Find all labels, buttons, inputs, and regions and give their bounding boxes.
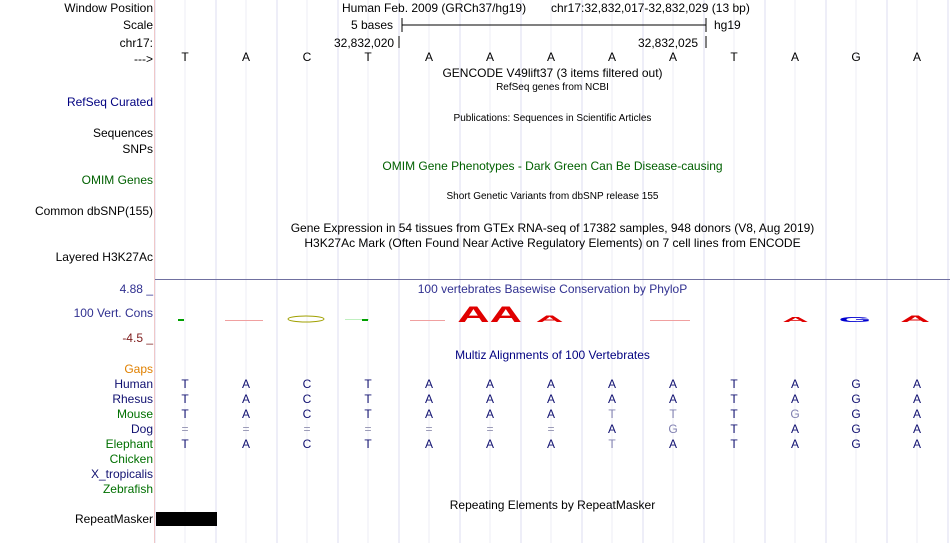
conservation-logo [0, 295, 950, 330]
alignment-base: A [485, 392, 494, 406]
cons-letter-a-large: AA [457, 301, 522, 328]
alignment-base: A [790, 377, 799, 391]
alignment-base: T [730, 377, 738, 391]
reference-base: A [607, 50, 616, 64]
alignment-base: A [546, 392, 555, 406]
alignment-base: G [851, 422, 861, 436]
alignment-label-human[interactable]: Human [114, 377, 153, 391]
omim-track-title: OMIM Gene Phenotypes - Dark Green Can Be Disease-causing [382, 159, 723, 173]
alignment-label-rhesus[interactable]: Rhesus [112, 392, 153, 406]
alignment-base: A [424, 437, 433, 451]
coord-right: 32,832,025 [638, 36, 699, 50]
reference-base: A [241, 50, 250, 64]
alignment-base: C [302, 377, 312, 391]
alignment-base: A [485, 407, 494, 421]
conservation-top-line [155, 279, 950, 280]
gencode-track-title[interactable]: GENCODE V49lift37 (3 items filtered out) [442, 66, 663, 80]
alignment-base: A [485, 377, 494, 391]
reference-base: T [364, 50, 372, 64]
alignment-base: A [912, 377, 921, 391]
alignment-base: C [302, 437, 312, 451]
cons-mark-3 [288, 316, 324, 322]
alignment-base: T [730, 407, 738, 421]
alignment-base: A [607, 422, 616, 436]
chrom-label: chr17: [119, 36, 153, 50]
alignment-base: G [851, 392, 861, 406]
alignment-base: G [790, 407, 800, 421]
alignment-base: A [912, 437, 921, 451]
alignment-base: = [425, 422, 433, 436]
alignment-label-elephant[interactable]: Elephant [105, 437, 153, 451]
alignment-base: A [485, 437, 494, 451]
dbsnp-track-title: Short Genetic Variants from dbSNP release 155 [446, 191, 659, 202]
cons-letter-a-3: A [782, 315, 809, 324]
repeatmasker-track-title: Repeating Elements by RepeatMasker [449, 498, 656, 512]
alignment-label-chicken[interactable]: Chicken [109, 452, 153, 466]
cons-letter-a-4: A [900, 313, 931, 325]
alignment-base: = [364, 422, 372, 436]
alignment-base: G [851, 377, 861, 391]
reference-base: T [181, 50, 189, 64]
alignment-base: A [790, 422, 799, 436]
alignment-base: C [302, 392, 312, 406]
alignment-base: A [668, 377, 677, 391]
alignment-base: A [424, 392, 433, 406]
alignment-base: G [668, 422, 678, 436]
alignment-base: T [364, 407, 372, 421]
publications-title: Publications: Sequences in Scientific Articles [453, 113, 652, 124]
alignment-base: A [912, 407, 921, 421]
multiz-track-title: Multiz Alignments of 100 Vertebrates [455, 348, 650, 362]
reference-base: A [790, 50, 799, 64]
reference-base: A [668, 50, 677, 64]
strand-label[interactable]: ---> [134, 52, 153, 66]
h3k27ac-track-title: H3K27Ac Mark (Often Found Near Active Regulatory Elements) on 7 cell lines from ENCODE [304, 236, 801, 250]
alignment-base: A [607, 377, 616, 391]
alignment-label-x_tropicalis[interactable]: X_tropicalis [90, 467, 153, 481]
omim-label[interactable]: OMIM Genes [81, 173, 153, 187]
reference-base: A [912, 50, 921, 64]
conservation-label[interactable]: 100 Vert. Cons [73, 306, 153, 320]
scale-label: Scale [122, 18, 153, 32]
reference-base: G [851, 50, 861, 64]
db-text: hg19 [714, 18, 741, 32]
position-text: chr17:32,832,017-32,832,029 (13 bp) [551, 1, 750, 15]
alignment-base: T [669, 407, 677, 421]
alignment-label-zebrafish[interactable]: Zebrafish [102, 482, 153, 496]
alignment-base: = [303, 422, 311, 436]
alignment-base: A [546, 377, 555, 391]
alignment-base: T [364, 377, 372, 391]
repeatmasker-label[interactable]: RepeatMasker [74, 512, 153, 526]
alignment-label-mouse[interactable]: Mouse [116, 407, 153, 421]
alignment-base: T [181, 377, 189, 391]
reference-base: C [302, 50, 312, 64]
conservation-track-title: 100 vertebrates Basewise Conservation by PhyloP [417, 282, 688, 296]
gtex-track-title: Gene Expression in 54 tissues from GTEx RNA-seq of 17382 samples, 948 donors (V8, Aug 2019) [290, 221, 815, 235]
alignment-base: G [851, 407, 861, 421]
alignment-base: A [607, 392, 616, 406]
alignment-base: = [181, 422, 189, 436]
alignment-base: A [912, 392, 921, 406]
scale-text: 5 bases [351, 18, 394, 32]
alignment-base: A [790, 437, 799, 451]
conservation-min: -4.5 _ [122, 331, 153, 345]
alignment-base: = [547, 422, 555, 436]
alignment-base: A [546, 407, 555, 421]
cons-mark-2 [225, 320, 263, 321]
cons-letter-a-mid: A [535, 313, 564, 325]
cons-letter-g: G [838, 315, 872, 324]
alignment-base: = [242, 422, 250, 436]
alignment-base: A [668, 437, 677, 451]
cons-mark-5 [362, 319, 368, 321]
alignment-base: A [424, 377, 433, 391]
alignment-base: T [730, 437, 738, 451]
alignment-base: A [790, 392, 799, 406]
sequences-label[interactable]: Sequences [92, 126, 153, 140]
alignment-base: T [181, 437, 189, 451]
alignment-base: C [302, 407, 312, 421]
alignment-base: A [912, 422, 921, 436]
repeatmasker-feature[interactable] [156, 512, 217, 526]
alignment-base: A [668, 392, 677, 406]
coord-left: 32,832,020 [334, 36, 395, 50]
alignment-base: T [730, 422, 738, 436]
reference-base: A [485, 50, 494, 64]
alignment-base: T [181, 392, 189, 406]
scale-bar [0, 0, 950, 60]
refseq-track-subtitle: RefSeq genes from NCBI [496, 82, 609, 93]
alignment-base: G [851, 437, 861, 451]
window-position-label: Window Position [64, 1, 153, 15]
alignment-base: A [241, 407, 250, 421]
alignment-base: T [730, 392, 738, 406]
conservation-max: 4.88 _ [119, 282, 153, 296]
alignment-label-dog[interactable]: Dog [130, 422, 153, 436]
alignment-base: T [181, 407, 189, 421]
cons-mark-7 [650, 320, 690, 321]
cons-mark-1 [178, 319, 184, 321]
reference-base: A [546, 50, 555, 64]
h3k27ac-label[interactable]: Layered H3K27Ac [55, 250, 153, 264]
alignment-label-gaps[interactable]: Gaps [124, 362, 153, 376]
alignment-base: = [486, 422, 494, 436]
alignment-base: A [546, 437, 555, 451]
reference-base: A [424, 50, 433, 64]
alignment-base: T [608, 407, 616, 421]
refseq-label[interactable]: RefSeq Curated [66, 95, 153, 109]
alignment-base: A [241, 392, 250, 406]
alignment-base: T [364, 392, 372, 406]
assembly-text: Human Feb. 2009 (GRCh37/hg19) [342, 1, 527, 15]
alignment-base: T [364, 437, 372, 451]
snps-label[interactable]: SNPs [122, 142, 153, 156]
alignment-base: A [241, 377, 250, 391]
alignment-base: A [424, 407, 433, 421]
reference-base: T [730, 50, 738, 64]
alignment-base: A [241, 437, 250, 451]
dbsnp-label[interactable]: Common dbSNP(155) [34, 204, 153, 218]
alignment-base: T [608, 437, 616, 451]
cons-mark-6 [410, 320, 445, 321]
